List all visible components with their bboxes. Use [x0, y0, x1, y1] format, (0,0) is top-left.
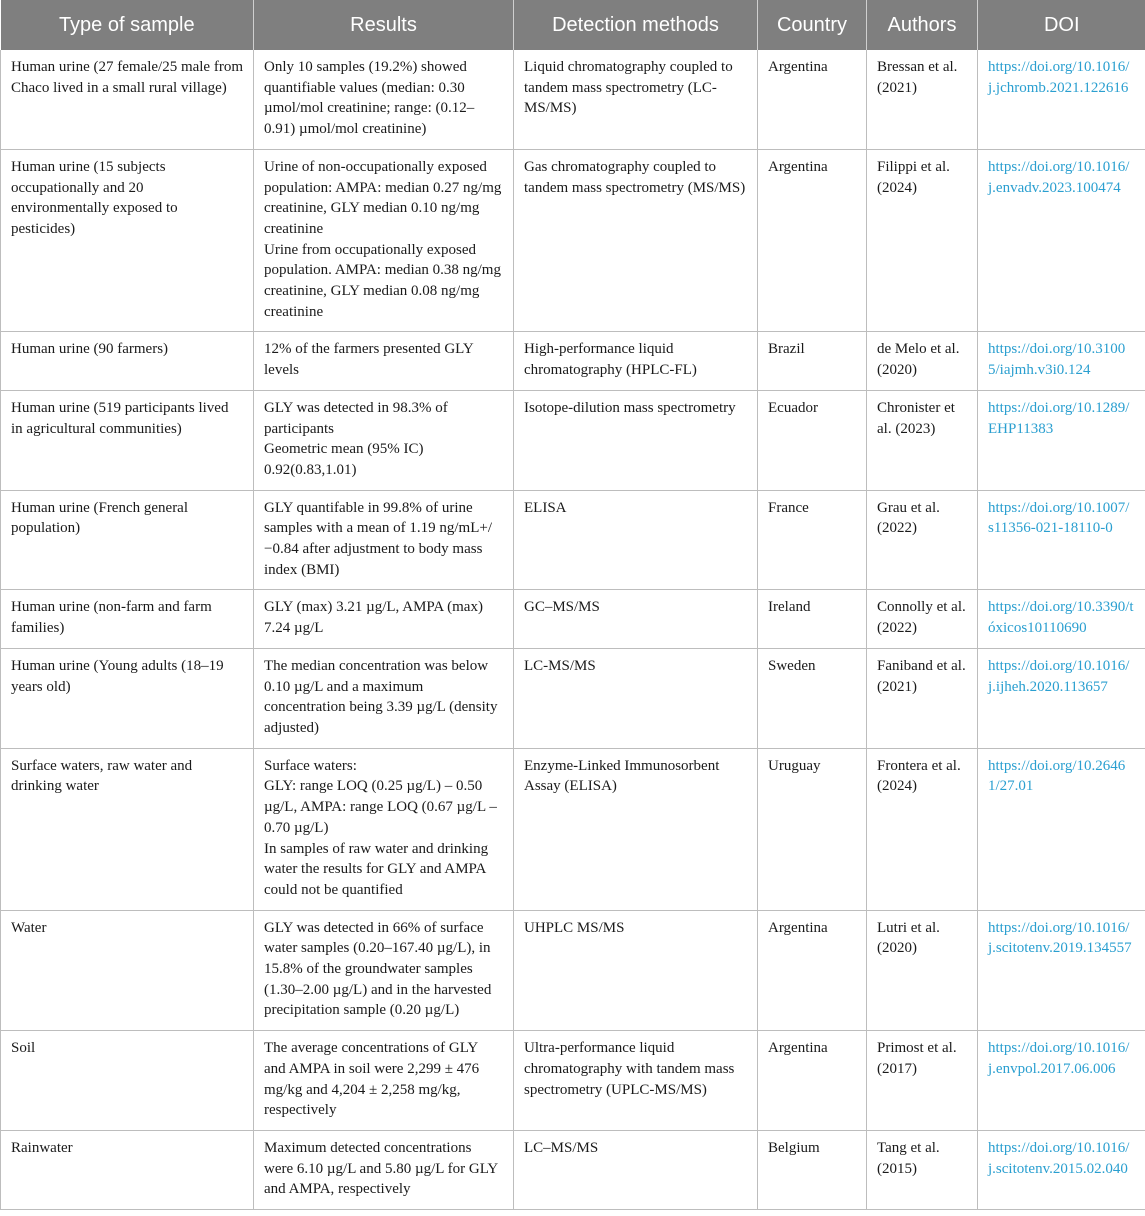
- result-line: GLY quantifable in 99.8% of urine samples with a mean of 1.19 ng/mL+/−0.84 after adjustment to body mass index (BMI): [264, 499, 493, 578]
- cell-detection-method: ELISA: [514, 490, 758, 590]
- cell-type-of-sample: Surface waters, raw water and drinking water: [1, 748, 254, 910]
- cell-results: [254, 149, 514, 332]
- cell-country: Argentina: [758, 910, 867, 1031]
- cell-detection-method: GC–MS/MS: [514, 590, 758, 648]
- cell-authors: Connolly et al. (2022): [867, 590, 978, 648]
- cell-country: Argentina: [758, 50, 867, 149]
- cell-type-of-sample: Human urine (90 farmers): [1, 332, 254, 390]
- result-line: Urine of non-occupationally exposed population: AMPA: median 0.27 ng/mg creatinine, GLY median 0.10 ng/mg creatinine: [264, 158, 502, 237]
- table-row: [1, 50, 1145, 149]
- result-line: 12% of the farmers presented GLY levels: [264, 341, 474, 379]
- header-type-of-sample: Type of sample: [1, 0, 254, 50]
- result-line: Urine from occupationally exposed population. AMPA: median 0.38 ng/mg creatinine, GLY median 0.08 ng/mg creatinine: [264, 241, 501, 320]
- table-row: [1, 390, 1145, 490]
- result-line: Maximum detected concentrations were 6.10 µg/L and 5.80 µg/L for GLY and AMPA, respectively: [264, 1139, 498, 1198]
- header-detection-methods: Detection methods: [514, 0, 758, 50]
- table-row: [1, 1130, 1145, 1209]
- cell-results: [254, 648, 514, 748]
- table-row: [1, 590, 1145, 648]
- cell-country: Argentina: [758, 149, 867, 332]
- cell-country: Ecuador: [758, 390, 867, 490]
- cell-country: Argentina: [758, 1031, 867, 1131]
- doi-link[interactable]: https://doi.org/10.1016/j.ijheh.2020.113657: [978, 648, 1145, 748]
- cell-country: Uruguay: [758, 748, 867, 910]
- cell-country: France: [758, 490, 867, 590]
- cell-country: Belgium: [758, 1130, 867, 1209]
- doi-link[interactable]: https://doi.org/10.3390/tóxicos10110690: [978, 590, 1145, 648]
- doi-link[interactable]: https://doi.org/10.1016/j.scitotenv.2019.134557: [978, 910, 1145, 1031]
- cell-authors: Faniband et al. (2021): [867, 648, 978, 748]
- cell-type-of-sample: Human urine (French general population): [1, 490, 254, 590]
- cell-detection-method: Enzyme-Linked Immunosorbent Assay (ELISA): [514, 748, 758, 910]
- cell-authors: Chronister et al. (2023): [867, 390, 978, 490]
- cell-type-of-sample: Human urine (27 female/25 male from Chaco lived in a small rural village): [1, 50, 254, 149]
- result-line: GLY was detected in 66% of surface water samples (0.20–167.40 µg/L), in 15.8% of the groundwater samples (1.30–2.00 µg/L) and in the harvested precipitation sample (0.20 µg/L): [264, 919, 492, 1019]
- cell-results: [254, 748, 514, 910]
- cell-results: [254, 1031, 514, 1131]
- result-line: GLY: range LOQ (0.25 µg/L) – 0.50 µg/L, AMPA: range LOQ (0.67 µg/L – 0.70 µg/L): [264, 778, 497, 836]
- cell-type-of-sample: Soil: [1, 1031, 254, 1131]
- table-row: [1, 910, 1145, 1031]
- result-line: Surface waters:: [264, 757, 357, 774]
- cell-country: Brazil: [758, 332, 867, 390]
- table-row: [1, 1031, 1145, 1131]
- cell-results: [254, 1130, 514, 1209]
- table-body: [1, 50, 1145, 1210]
- result-line: Only 10 samples (19.2%) showed quantifiable values (median: 0.30 µmol/mol creatinine; range: (0.12–0.91) µmol/mol creatinine): [264, 59, 475, 138]
- cell-authors: Filippi et al. (2024): [867, 149, 978, 332]
- cell-results: [254, 332, 514, 390]
- doi-link[interactable]: https://doi.org/10.26461/27.01: [978, 748, 1145, 910]
- cell-type-of-sample: Human urine (15 subjects occupationally and 20 environmentally exposed to pesticides): [1, 149, 254, 332]
- table-row: [1, 648, 1145, 748]
- cell-detection-method: Gas chromatography coupled to tandem mass spectrometry (MS/MS): [514, 149, 758, 332]
- doi-link[interactable]: https://doi.org/10.1016/j.envadv.2023.100474: [978, 149, 1145, 332]
- cell-authors: Grau et al. (2022): [867, 490, 978, 590]
- cell-type-of-sample: Human urine (519 participants lived in agricultural communities): [1, 390, 254, 490]
- cell-authors: Tang et al. (2015): [867, 1130, 978, 1209]
- table-row: [1, 490, 1145, 590]
- cell-detection-method: UHPLC MS/MS: [514, 910, 758, 1031]
- result-line: GLY was detected in 98.3% of participants: [264, 399, 448, 437]
- table-row: [1, 748, 1145, 910]
- result-line: Geometric mean (95% IC) 0.92(0.83,1.01): [264, 441, 424, 478]
- cell-results: [254, 50, 514, 149]
- cell-type-of-sample: Water: [1, 910, 254, 1031]
- header-results: Results: [254, 0, 514, 50]
- doi-link[interactable]: https://doi.org/10.1016/j.envpol.2017.06.006: [978, 1031, 1145, 1131]
- doi-link[interactable]: https://doi.org/10.1016/j.scitotenv.2015.02.040: [978, 1130, 1145, 1209]
- cell-authors: Lutri et al. (2020): [867, 910, 978, 1031]
- cell-authors: Primost et al. (2017): [867, 1031, 978, 1131]
- header-authors: Authors: [867, 0, 978, 50]
- doi-link[interactable]: https://doi.org/10.1007/s11356-021-18110-0: [978, 490, 1145, 590]
- cell-detection-method: LC–MS/MS: [514, 1130, 758, 1209]
- result-line: The median concentration was below 0.10 µg/L and a maximum concentration being 3.39 µg/L (density adjusted): [264, 657, 498, 736]
- cell-authors: Frontera et al. (2024): [867, 748, 978, 910]
- cell-detection-method: Ultra-performance liquid chromatography with tandem mass spectrometry (UPLC-MS/MS): [514, 1031, 758, 1131]
- cell-authors: Bressan et al. (2021): [867, 50, 978, 149]
- cell-type-of-sample: Human urine (Young adults (18–19 years old): [1, 648, 254, 748]
- cell-country: Ireland: [758, 590, 867, 648]
- cell-detection-method: High-performance liquid chromatography (HPLC-FL): [514, 332, 758, 390]
- cell-detection-method: Liquid chromatography coupled to tandem mass spectrometry (LC-MS/MS): [514, 50, 758, 149]
- header-country: Country: [758, 0, 867, 50]
- header-row: [1, 0, 1145, 50]
- table-header: [1, 0, 1145, 50]
- result-line: In samples of raw water and drinking water the results for GLY and AMPA could not be quantified: [264, 840, 489, 898]
- result-line: GLY (max) 3.21 µg/L, AMPA (max) 7.24 µg/L: [264, 599, 483, 637]
- table-row: [1, 332, 1145, 390]
- cell-results: [254, 390, 514, 490]
- cell-detection-method: LC-MS/MS: [514, 648, 758, 748]
- cell-results: [254, 490, 514, 590]
- cell-detection-method: Isotope-dilution mass spectrometry: [514, 390, 758, 490]
- cell-country: Sweden: [758, 648, 867, 748]
- doi-link[interactable]: https://doi.org/10.31005/iajmh.v3i0.124: [978, 332, 1145, 390]
- cell-type-of-sample: Rainwater: [1, 1130, 254, 1209]
- result-line: The average concentrations of GLY and AMPA in soil were 2,299 ± 476 mg/kg and 4,204 ± 2,258 mg/kg, respectively: [264, 1040, 480, 1119]
- cell-authors: de Melo et al. (2020): [867, 332, 978, 390]
- doi-link[interactable]: https://doi.org/10.1289/EHP11383: [978, 390, 1145, 490]
- doi-link[interactable]: https://doi.org/10.1016/j.jchromb.2021.122616: [978, 50, 1145, 149]
- cell-type-of-sample: Human urine (non-farm and farm families): [1, 590, 254, 648]
- cell-results: [254, 910, 514, 1031]
- table-row: [1, 149, 1145, 332]
- header-doi: DOI: [978, 0, 1145, 50]
- cell-results: [254, 590, 514, 648]
